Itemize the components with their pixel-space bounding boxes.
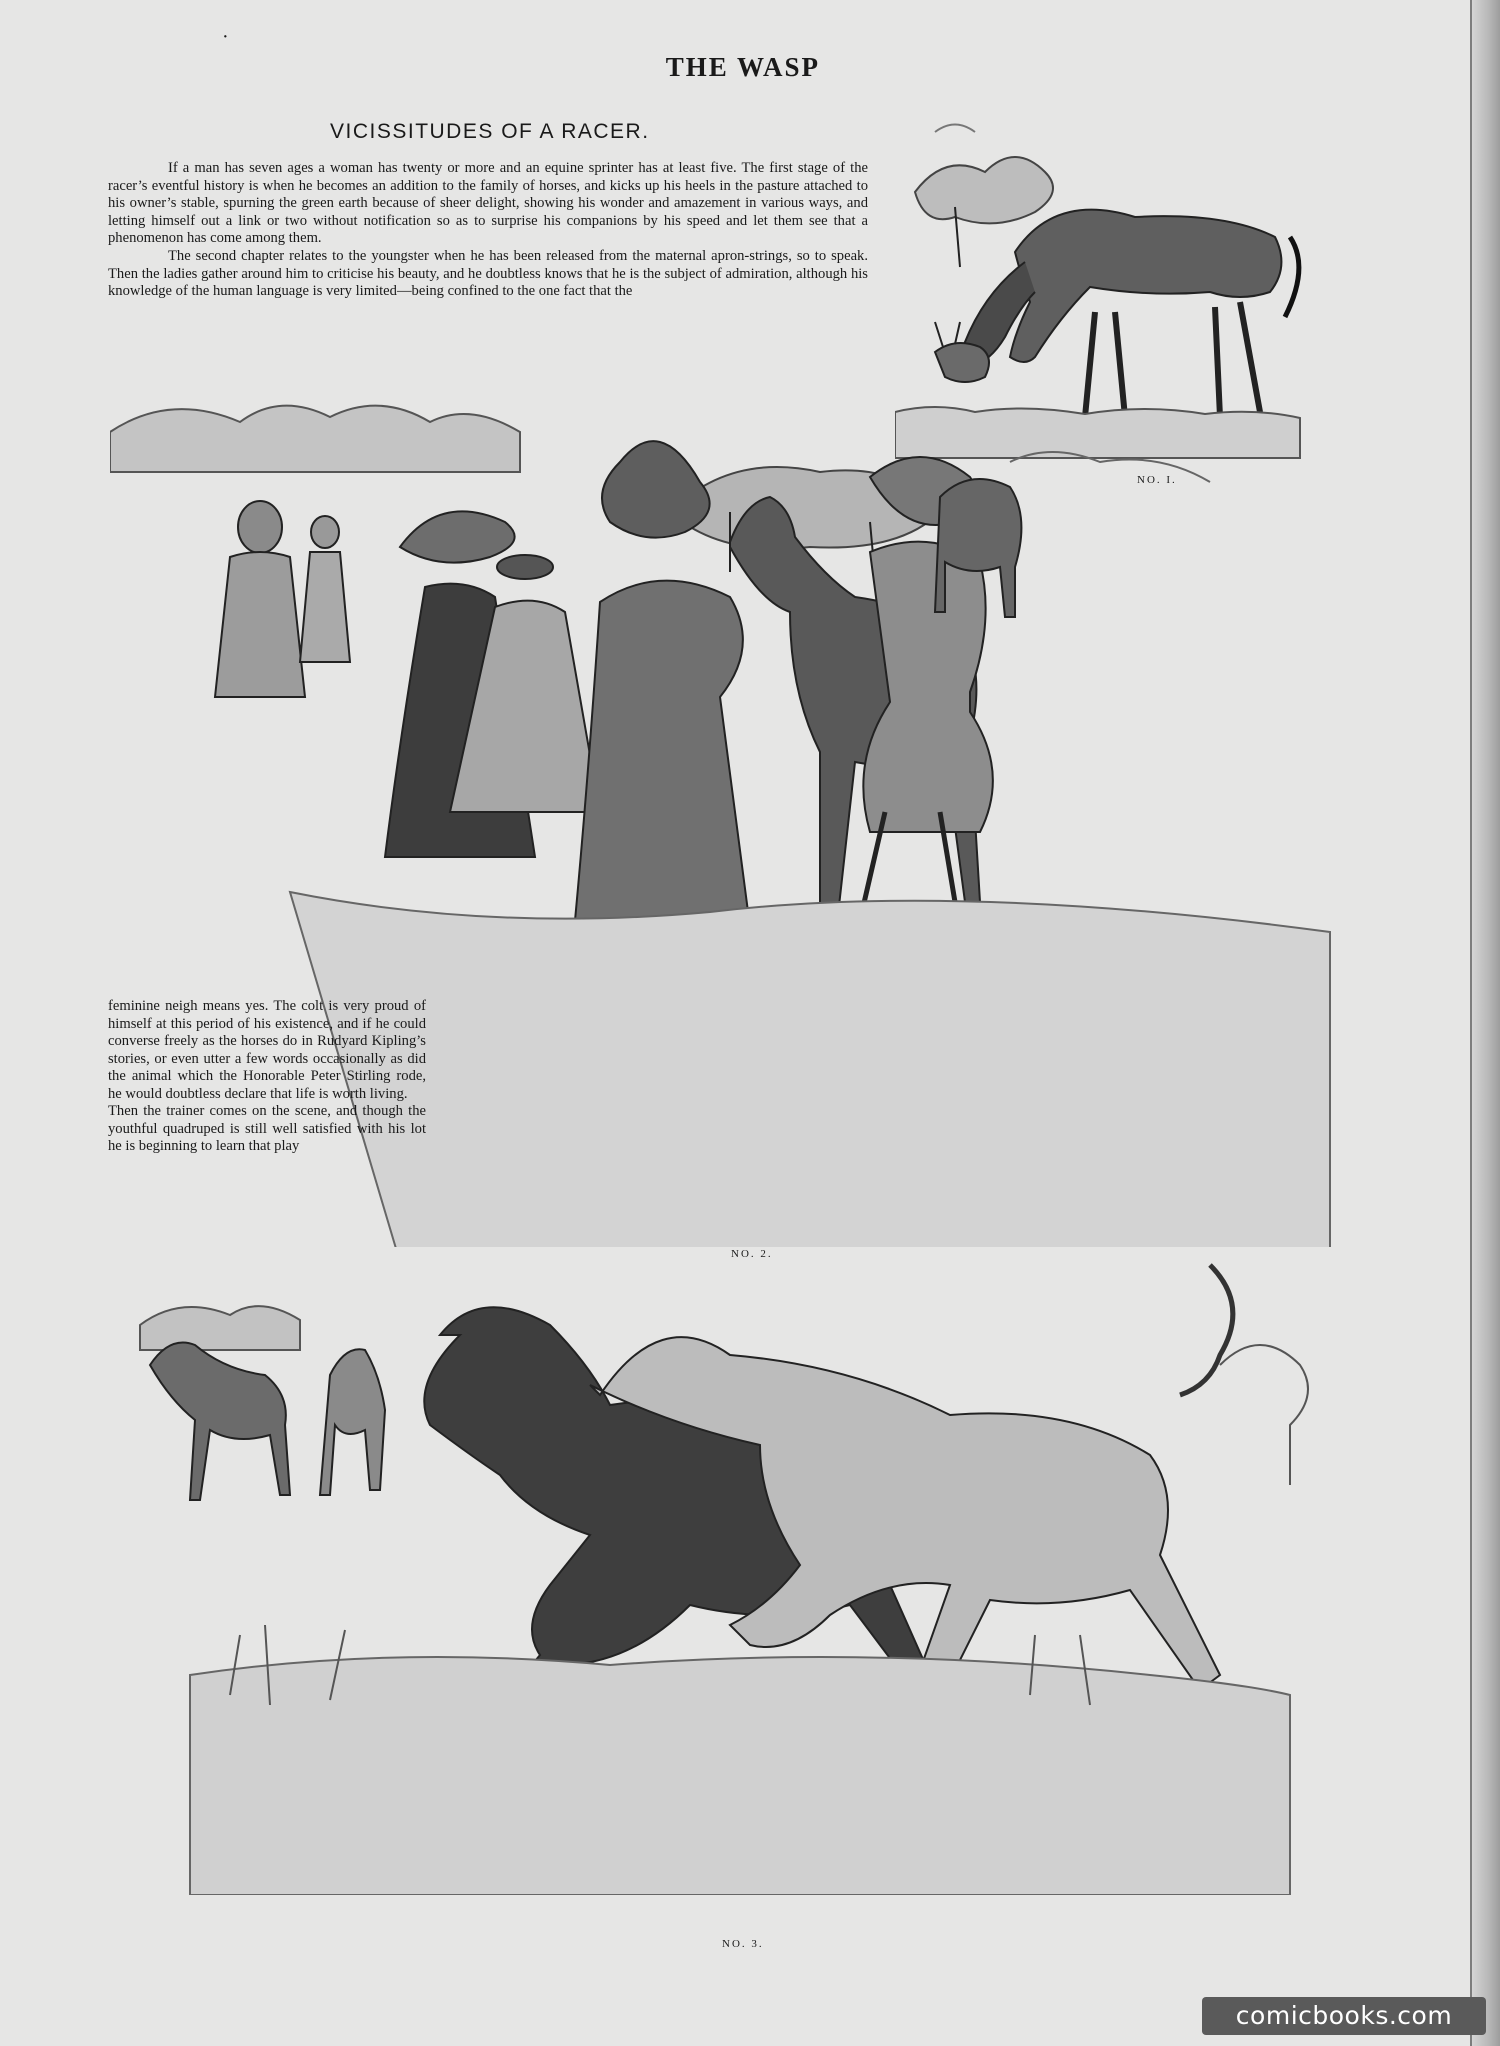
article-headline: VICISSITUDES OF A RACER. [330,120,650,143]
article-paragraph: If a man has seven ages a woman has twenty or more and an equine sprinter has at least five. The first stage of the racer’s eventful history is when he becomes an addition to the family of horses, and kicks up his heels in the pasture attached to his owner’s stable, spurning the green earth because of sheer delight, showing his wonder and amazement in various ways, and letting himself out a link or two without notification so as to surprise his companions by his speed and let them see that a phenomenon has come among them. [108,160,868,247]
galloping-horses-drawing [130,1255,1360,1895]
binding-edge [1470,0,1500,2046]
site-watermark: comicbooks.com [1202,1997,1486,2035]
caption-no-2: NO. 2. [731,1248,773,1260]
article-paragraph: feminine neigh means yes. The colt is very proud of himself at this period of his existence, and if he could converse freely as the horses do in Rudyard Kipling’s stories, or even utter a few words occasionally as did the animal which the Honorable Peter Stirling rode, he would doubtless declare that life is worth living. [108,998,426,1102]
page-title: THE WASP [665,52,820,82]
article-paragraph: Then the trainer comes on the scene, and though the youthful quadruped is still well satisfied with his lot he is beginning to learn that play [108,1103,426,1154]
article-column-bottom [108,998,426,1156]
article-column-top [108,160,868,301]
caption-no-1: NO. I. [1137,474,1177,486]
margin-mark: · [222,26,229,48]
illustration-no-3 [130,1255,1360,1895]
article-paragraph: The second chapter relates to the youngster when he has been released from the maternal apron-strings, so to speak. Then the ladies gather around him to criticise his beauty, and he doubtless knows that he is the subject of admiration, although his knowledge of the human language is very limited—being confined to the one fact that the [108,247,868,300]
caption-no-3: NO. 3. [722,1938,764,1950]
binding-rule [1470,0,1472,2046]
